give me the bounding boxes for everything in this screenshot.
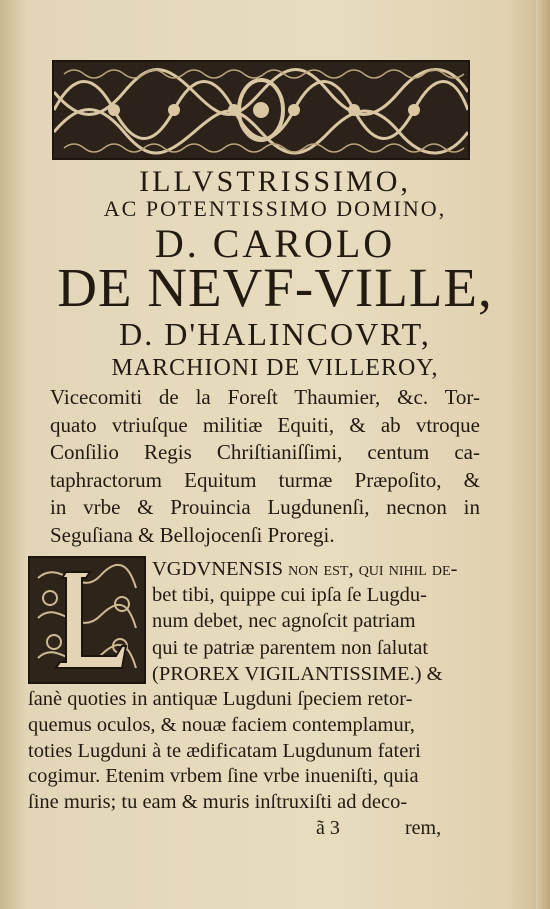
title-line-6: MARCHIONI DE VILLEROY, — [111, 355, 439, 381]
body-line: bet tibi, quippe cui ipſa ſe Lugdu- — [152, 584, 427, 607]
dedication-line: in vrbe & Prouincia Lugdunenſi, necnon in — [50, 495, 480, 520]
dedication-line: Seguſiana & Bellojocenſi Proregi. — [50, 522, 335, 547]
page-edge — [536, 0, 550, 909]
dedication-line: Vicecomiti de la Foreſt Thaumier, &c. Tor- — [50, 385, 480, 409]
decorated-initial-L — [28, 556, 146, 684]
dedication-line: Conſilio Regis Chriſtianiſſimi, centum ca- — [50, 440, 480, 465]
title-line-3: D. CAROLO — [154, 221, 396, 266]
body-line: VGDVNENSIS non eſt, qui nihil de- — [152, 558, 458, 580]
dedication-line: quato vtriuſque militiæ Equiti, & ab vtroque — [50, 412, 480, 437]
body-line: num debet, nec agnoſcit patriam — [152, 610, 416, 633]
body-full-block — [28, 687, 480, 816]
body-indented-block — [152, 556, 480, 687]
ornamental-headpiece — [52, 60, 470, 160]
body-line: ſanè quoties in antiquæ Lugduni ſpeciem retor- — [28, 688, 413, 710]
title-line-4: DE NEVF-VILLE, — [57, 257, 493, 318]
title-line-5: D. D'HALINCOVRT, — [119, 316, 431, 352]
body-line: cogimur. Etenim vrbem ſine vrbe inueniſti, quia — [28, 765, 419, 788]
body-line: toties Lugduni à te ædificatam Lugdunum fateri — [28, 739, 421, 762]
dedication-line: taphractorum Equitum turmæ Præpoſito, & — [50, 467, 480, 492]
body-line: ſine muris; tu eam & muris inſtruxiſti ad deco- — [28, 791, 408, 814]
title-line-2: AC POTENTISSIMO DOMINO, — [103, 196, 447, 221]
catchword: rem, — [405, 817, 442, 839]
title-line-1: ILLVSTRISSIMO, — [139, 165, 411, 198]
signature-mark: ã 3 — [316, 817, 340, 839]
body-line: (PROREX VIGILANTISSIME.) & — [152, 662, 443, 685]
body-line: qui te patriæ parentem non ſalutat — [152, 636, 429, 659]
dedication-block — [50, 384, 480, 550]
body-line: quemus oculos, & nouæ faciem contemplamur, — [28, 713, 415, 736]
